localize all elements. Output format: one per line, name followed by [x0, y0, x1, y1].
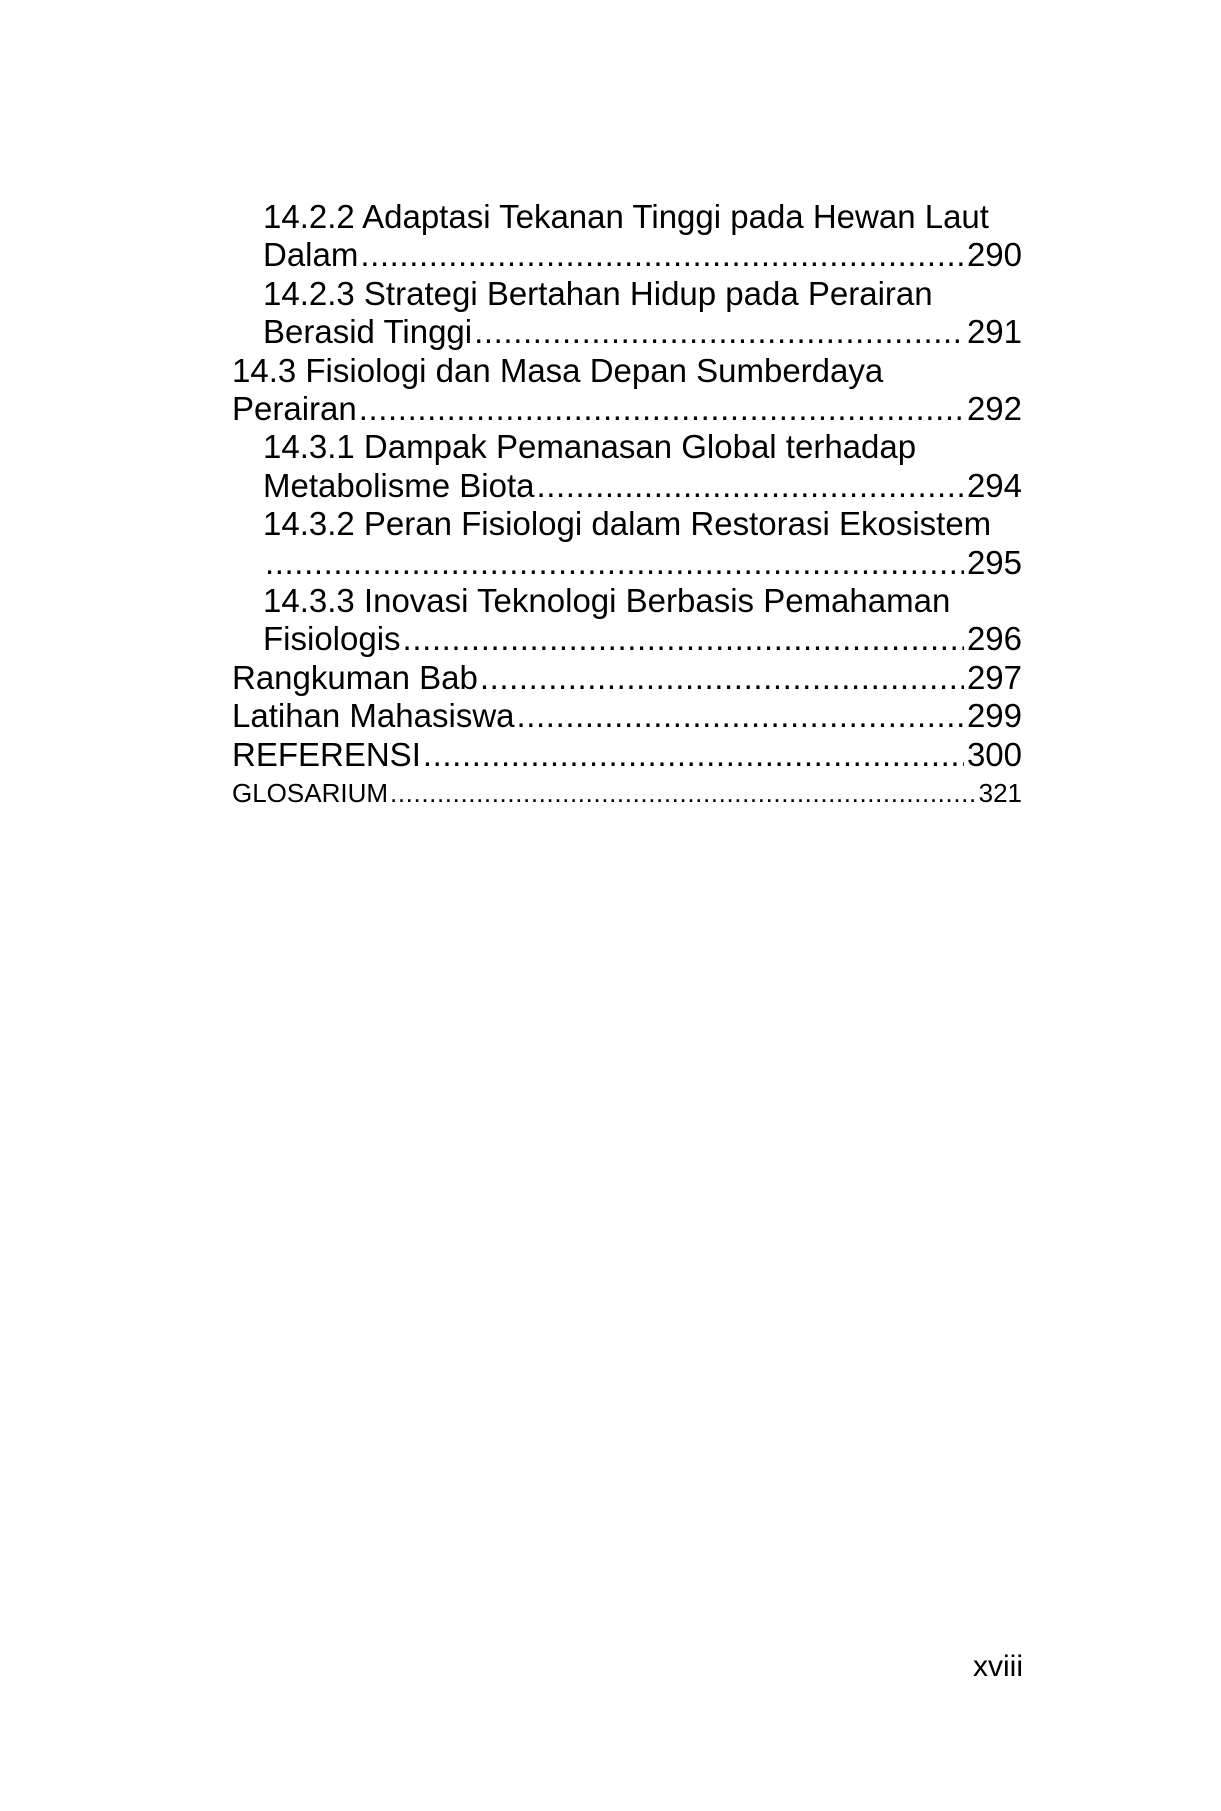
toc-entry-referensi[interactable]: [232, 736, 1022, 774]
toc-entry-14-3-3[interactable]: [232, 582, 1022, 659]
dot-leader: [403, 620, 964, 658]
toc-page-number: 299: [966, 697, 1022, 735]
dot-leader: [359, 390, 964, 428]
toc-entry-title-cont: Dalam: [263, 236, 359, 274]
dot-leader: [360, 236, 964, 274]
toc-entry-14-3-2[interactable]: [232, 505, 1022, 582]
toc-entry-title-cont: Metabolisme Biota: [263, 466, 535, 504]
toc-page-number: 296: [966, 620, 1022, 658]
page-folio: xviii: [973, 1650, 1023, 1683]
toc-page-number: 291: [966, 313, 1022, 351]
toc-entry-title: 14.3.1 Dampak Pemanasan Global terhadap: [263, 428, 917, 466]
toc-page-number: 290: [966, 236, 1022, 274]
toc-entry-title-cont: Berasid Tinggi: [263, 313, 473, 351]
toc-page-number: 321: [978, 778, 1022, 809]
toc-page-number: 292: [966, 390, 1022, 428]
toc-page-number: 297: [966, 658, 1022, 696]
toc-entry-title: Latihan Mahasiswa: [232, 697, 515, 735]
toc-entry-title-cont: Perairan: [232, 390, 357, 428]
table-of-contents: [232, 198, 1022, 813]
toc-entry-title: Rangkuman Bab: [232, 658, 478, 696]
toc-entry-title: 14.2.3 Strategi Bertahan Hidup pada Perairan: [263, 274, 933, 312]
toc-page-number: 294: [966, 466, 1022, 504]
toc-entry-latihan-mahasiswa[interactable]: [232, 697, 1022, 735]
toc-page-number: 300: [966, 735, 1022, 773]
toc-entry-title: 14.3.2 Peran Fisiologi dalam Restorasi Ekosistem: [263, 505, 992, 543]
toc-entry-rangkuman-bab[interactable]: [232, 659, 1022, 697]
dot-leader: [423, 736, 964, 774]
toc-entry-14-2-3[interactable]: [232, 275, 1022, 352]
toc-entry-14-3-1[interactable]: [232, 428, 1022, 505]
toc-entry-title: REFERENSI: [232, 735, 421, 773]
toc-entry-14-2-2[interactable]: [232, 198, 1022, 275]
dot-leader: [480, 659, 964, 697]
dot-leader: [536, 467, 963, 505]
toc-entry-title: GLOSARIUM: [232, 778, 389, 809]
toc-entry-title: 14.2.2 Adaptasi Tekanan Tinggi pada Hewan Laut: [263, 198, 989, 235]
toc-entry-title: 14.3 Fisiologi dan Masa Depan Sumberdaya: [232, 351, 884, 389]
dot-leader: [265, 544, 964, 582]
toc-entry-title: 14.3.3 Inovasi Teknologi Berbasis Pemahaman: [263, 582, 951, 620]
toc-entry-14-3[interactable]: [232, 352, 1022, 429]
toc-entry-title-cont: Fisiologis: [263, 620, 401, 658]
dot-leader: [517, 697, 964, 735]
dot-leader: [474, 313, 964, 351]
dot-leader: [390, 774, 976, 812]
toc-page-number: 295: [966, 543, 1022, 581]
toc-entry-glosarium[interactable]: [232, 774, 1022, 812]
